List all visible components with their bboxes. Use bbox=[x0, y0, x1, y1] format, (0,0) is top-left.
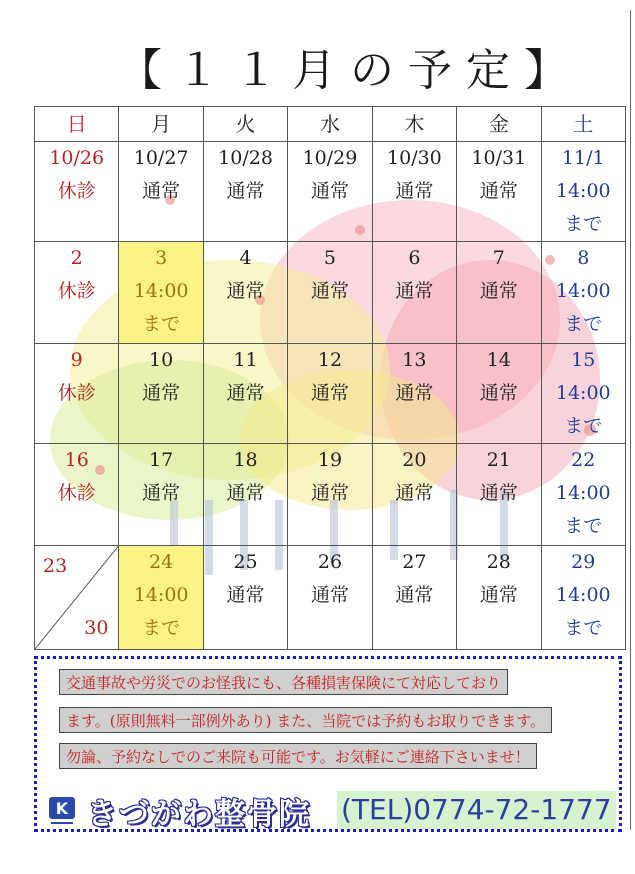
day-cell bbox=[457, 242, 541, 344]
day-cell bbox=[541, 444, 625, 546]
day-date: 13 bbox=[402, 349, 427, 371]
day-date: 17 bbox=[149, 449, 174, 471]
day-date: 28 bbox=[486, 551, 511, 573]
day-status-suffix: まで bbox=[142, 313, 181, 335]
day-status: 通常 bbox=[310, 280, 349, 302]
day-date: 26 bbox=[317, 551, 343, 573]
day-status: 通常 bbox=[226, 584, 265, 606]
day-status: 通常 bbox=[310, 584, 349, 606]
day-status: 休診 bbox=[57, 382, 96, 404]
day-status: 通常 bbox=[479, 382, 518, 404]
day-date: 10 bbox=[149, 349, 174, 371]
day-cell bbox=[541, 344, 625, 444]
day-date: 14 bbox=[486, 349, 511, 371]
day-date: 12 bbox=[317, 349, 343, 371]
day-date-alt: 30 bbox=[84, 617, 109, 639]
notice-line: 交通事故や労災でのお怪我にも、各種損害保険にて対応しており bbox=[59, 669, 508, 695]
day-cell bbox=[119, 444, 203, 546]
day-date: 10/27 bbox=[133, 147, 189, 169]
day-cell bbox=[288, 344, 372, 444]
day-cell bbox=[288, 546, 372, 650]
logo-letter: K bbox=[55, 799, 69, 818]
day-cell bbox=[35, 444, 119, 546]
day-cell bbox=[288, 444, 372, 546]
week-row bbox=[35, 142, 626, 242]
day-cell bbox=[35, 142, 119, 242]
day-status-suffix: まで bbox=[564, 415, 603, 437]
day-status: 14:00 bbox=[133, 280, 189, 302]
day-cell bbox=[541, 142, 625, 242]
day-status: 通常 bbox=[479, 584, 518, 606]
day-status: 14:00 bbox=[555, 382, 611, 404]
day-date: 7 bbox=[492, 247, 505, 269]
day-status: 通常 bbox=[310, 382, 349, 404]
day-status: 14:00 bbox=[555, 482, 611, 504]
day-cell bbox=[457, 142, 541, 242]
day-status: 通常 bbox=[395, 584, 434, 606]
clinic-name: きづがわ整骨院 bbox=[87, 797, 311, 832]
day-cell bbox=[203, 344, 287, 444]
day-cell bbox=[457, 444, 541, 546]
day-status-suffix: まで bbox=[564, 515, 603, 537]
day-status: 通常 bbox=[395, 180, 434, 202]
day-date: 3 bbox=[155, 247, 168, 269]
day-date: 27 bbox=[402, 551, 427, 573]
day-date: 24 bbox=[149, 551, 174, 573]
day-date: 20 bbox=[402, 449, 427, 471]
day-status-suffix: まで bbox=[142, 617, 181, 639]
day-date: 25 bbox=[233, 551, 258, 573]
day-cell bbox=[372, 242, 456, 344]
weekday-tue: 火 bbox=[203, 107, 287, 142]
day-date: 10/28 bbox=[218, 147, 273, 169]
day-cell bbox=[203, 242, 287, 344]
day-status: 通常 bbox=[310, 180, 349, 202]
phone-number: (TEL)0774-72-1777 bbox=[337, 791, 616, 829]
day-cell bbox=[457, 546, 541, 650]
day-date: 2 bbox=[70, 247, 83, 269]
day-status: 通常 bbox=[226, 280, 265, 302]
day-date: 11/1 bbox=[561, 147, 605, 169]
day-date: 18 bbox=[233, 449, 258, 471]
day-date: 8 bbox=[577, 247, 590, 269]
page-right-rule bbox=[630, 10, 631, 830]
weekday-sun: 日 bbox=[35, 107, 119, 142]
day-status: 通常 bbox=[226, 180, 265, 202]
day-date: 11 bbox=[233, 349, 258, 371]
day-cell-highlighted bbox=[119, 242, 203, 344]
day-status: 通常 bbox=[395, 280, 434, 302]
day-date: 4 bbox=[239, 247, 252, 269]
day-status: 通常 bbox=[395, 382, 434, 404]
day-status: 通常 bbox=[479, 180, 518, 202]
day-status: 通常 bbox=[310, 482, 349, 504]
weekday-fri: 金 bbox=[457, 107, 541, 142]
day-cell bbox=[203, 142, 287, 242]
day-status: 14:00 bbox=[555, 280, 611, 302]
day-cell bbox=[372, 444, 456, 546]
day-cell bbox=[372, 546, 456, 650]
day-cell bbox=[541, 546, 625, 650]
week-row bbox=[35, 344, 626, 444]
day-cell bbox=[457, 344, 541, 444]
week-row bbox=[35, 444, 626, 546]
day-status: 通常 bbox=[395, 482, 434, 504]
day-status-suffix: まで bbox=[564, 213, 603, 235]
day-status: 通常 bbox=[479, 482, 518, 504]
day-status-suffix: まで bbox=[564, 313, 603, 335]
day-cell bbox=[288, 142, 372, 242]
day-date: 22 bbox=[571, 449, 596, 471]
day-date: 29 bbox=[571, 551, 596, 573]
day-cell bbox=[203, 444, 287, 546]
day-status: 通常 bbox=[142, 382, 181, 404]
week-row bbox=[35, 546, 626, 650]
day-cell bbox=[203, 546, 287, 650]
weekday-wed: 水 bbox=[288, 107, 372, 142]
day-cell bbox=[288, 242, 372, 344]
day-cell bbox=[372, 344, 456, 444]
day-date: 10/30 bbox=[387, 147, 442, 169]
day-date: 23 bbox=[43, 555, 68, 577]
day-date: 19 bbox=[317, 449, 343, 471]
day-status: 14:00 bbox=[133, 584, 189, 606]
day-date: 5 bbox=[323, 247, 337, 269]
day-date: 10/26 bbox=[49, 147, 105, 169]
clinic-logo-icon bbox=[49, 797, 75, 827]
day-cell-split bbox=[35, 546, 119, 650]
weekday-mon: 月 bbox=[119, 107, 203, 142]
day-date: 21 bbox=[486, 449, 511, 471]
day-status: 14:00 bbox=[555, 180, 611, 202]
notice-box bbox=[34, 656, 622, 832]
day-status: 14:00 bbox=[555, 584, 611, 606]
day-cell bbox=[35, 242, 119, 344]
weekday-sat: 土 bbox=[541, 107, 625, 142]
day-status-suffix: まで bbox=[564, 617, 603, 639]
day-cell-highlighted bbox=[119, 546, 203, 650]
day-status: 休診 bbox=[57, 180, 96, 202]
day-status: 休診 bbox=[57, 482, 96, 504]
day-cell bbox=[35, 344, 119, 444]
day-status: 通常 bbox=[142, 482, 181, 504]
day-cell bbox=[541, 242, 625, 344]
day-cell bbox=[119, 344, 203, 444]
notice-line: 勿論、予約なしでのご来院も可能です。お気軽にご連絡下さいませ！ bbox=[59, 743, 537, 769]
day-date: 6 bbox=[408, 247, 421, 269]
week-row bbox=[35, 242, 626, 344]
day-date: 15 bbox=[571, 349, 596, 371]
day-status: 通常 bbox=[142, 180, 181, 202]
day-status: 通常 bbox=[479, 280, 518, 302]
day-status: 通常 bbox=[226, 482, 265, 504]
day-cell bbox=[372, 142, 456, 242]
page-title: 【１１月の予定】 bbox=[118, 45, 582, 96]
day-date: 10/31 bbox=[471, 147, 527, 169]
day-date: 9 bbox=[70, 349, 83, 371]
weekday-header-row bbox=[35, 107, 626, 142]
day-cell bbox=[119, 142, 203, 242]
weekday-thu: 木 bbox=[372, 107, 456, 142]
day-date: 10/29 bbox=[302, 147, 358, 169]
day-status: 通常 bbox=[226, 382, 265, 404]
calendar-table bbox=[34, 106, 626, 650]
notice-line: ます。(原則無料一部例外あり) また、当院では予約もお取りできます。 bbox=[59, 707, 552, 733]
day-date: 16 bbox=[64, 449, 89, 471]
day-status: 休診 bbox=[57, 280, 96, 302]
